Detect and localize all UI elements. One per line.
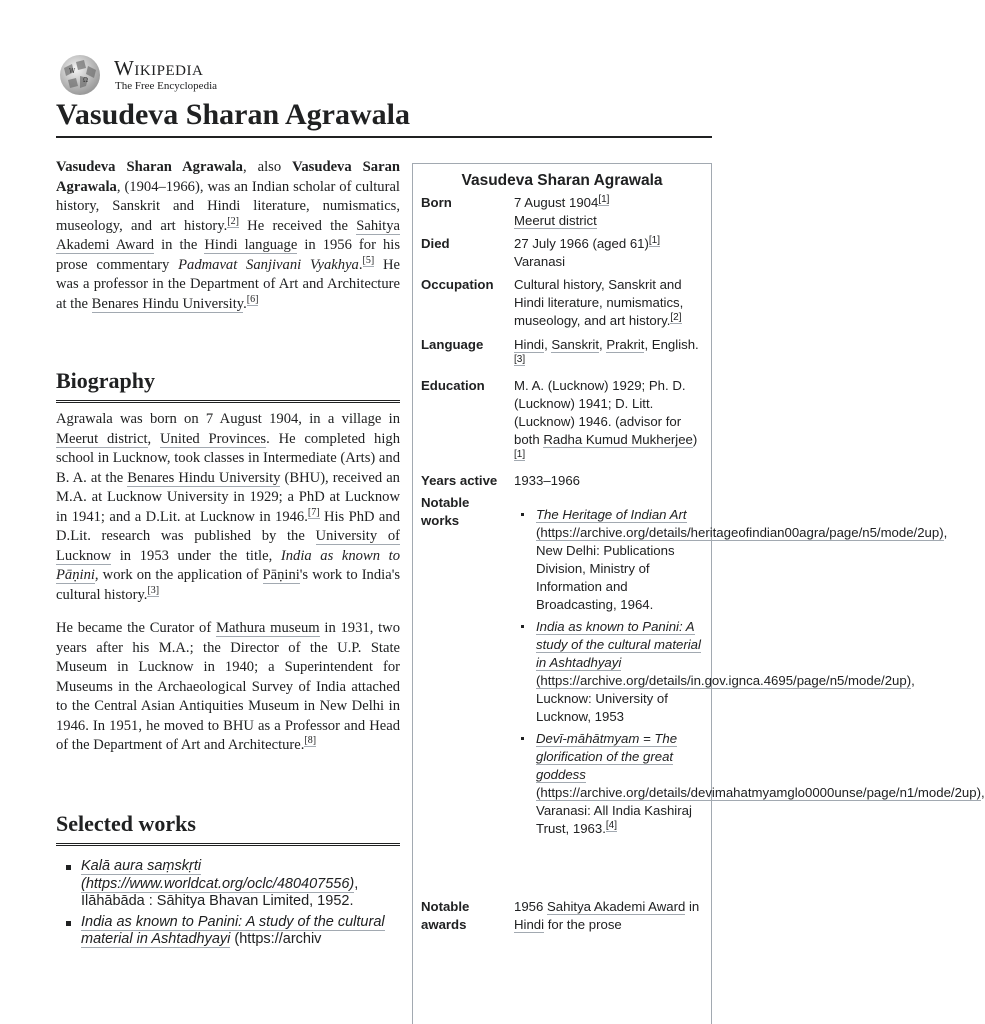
text: , — [544, 337, 552, 352]
list-item — [56, 914, 400, 949]
biography-heading: Biography — [56, 368, 400, 403]
text: , also — [242, 159, 293, 175]
text: , Varanasi: All India Kashiraj Trust, 1963. — [536, 785, 985, 836]
text: , work on the application of — [94, 567, 263, 583]
infobox-label: Occupation — [421, 277, 494, 292]
link-hindi[interactable]: Hindi — [514, 917, 545, 932]
wikipedia-tagline: The Free Encyclopedia — [115, 80, 218, 92]
infobox — [412, 163, 985, 1024]
reference-link[interactable]: [4] — [605, 819, 618, 831]
text: . — [358, 256, 363, 273]
reference-link[interactable]: [1] — [648, 234, 661, 246]
infobox-value — [514, 898, 706, 934]
text: 's work to India's cultural history. — [56, 567, 400, 603]
subject-name: Vasudeva Sharan Agrawala — [56, 159, 243, 175]
link-sahitya-akademi-award[interactable]: Sahitya Akademi Award — [56, 217, 400, 253]
selected-works-list — [56, 858, 400, 952]
link-university-of-lucknow[interactable]: University of Lucknow — [56, 528, 400, 564]
list-item — [514, 618, 915, 726]
work-link[interactable]: The Heritage of Indian Art — [536, 507, 687, 522]
svg-text:W: W — [69, 68, 76, 75]
infobox-label: Died — [421, 236, 450, 251]
text: M. A. (Lucknow) 1929; Ph. D. (Lucknow) 1941; D. Litt. (Lucknow) 1946. (advisor for both — [514, 378, 686, 447]
work-url-link[interactable]: (https://archive.org/details/in.gov.ignca.4695/page/n5/mode/2up) — [536, 673, 912, 688]
link-hindi-language[interactable]: Hindi language — [204, 237, 298, 253]
infobox-value — [514, 276, 706, 330]
infobox-label: Notable works — [421, 495, 470, 528]
work-url-link[interactable]: (https://archive.org/details/heritageofindian00agra/page/n5/mode/2up) — [536, 525, 944, 540]
text: His PhD and D.Lit. research was published by the — [56, 508, 400, 544]
link-prakrit[interactable]: Prakrit — [606, 337, 645, 352]
work-link[interactable]: India as known to Panini: A study of the cultural material in Ashtadhyayi — [536, 619, 701, 670]
text: in — [685, 899, 700, 914]
biography-section — [56, 410, 400, 770]
text: in 1956 for his prose commentary — [56, 237, 400, 273]
infobox-label: Years active — [421, 473, 498, 488]
text: for the prose — [544, 917, 622, 932]
text: 7 August 1904 — [514, 195, 599, 210]
biography-paragraph-1 — [56, 410, 400, 605]
infobox-value — [514, 194, 706, 230]
reference-link[interactable]: [2] — [670, 311, 682, 323]
work-link[interactable]: India as known to Panini: A study of the cultural material in Ashtadhyayi — [81, 913, 385, 947]
alt-name: Vasudeva Saran Agrawala — [56, 159, 400, 195]
text: (https://archiv — [230, 931, 322, 947]
reference-link[interactable]: [7] — [307, 506, 320, 518]
infobox-label: Education — [421, 378, 485, 393]
infobox-value — [514, 235, 706, 271]
text: , (1904–1966), was an Indian scholar of cultural history, Sanskrit and Hindi literature, numismatics, museology, and art history. — [56, 178, 400, 234]
text: (BHU), received an M.A. at Lucknow University in 1929; a PhD at Lucknow in 1941; and a D.Lit. at Lucknow in 1946. — [56, 469, 400, 525]
svg-text:Ω: Ω — [83, 77, 88, 84]
link-hindi[interactable]: Hindi — [514, 337, 545, 352]
text: ) — [692, 432, 698, 447]
infobox-value — [514, 336, 706, 372]
infobox-title: Vasudeva Sharan Agrawala — [461, 172, 663, 189]
selected-works-heading: Selected works — [56, 811, 400, 846]
list-item — [514, 730, 985, 838]
work-title: Padmavat Sanjivani Vyakhya — [178, 256, 359, 273]
infobox-label: Born — [421, 195, 452, 210]
text: in 1953 under the title, — [111, 547, 281, 564]
intro-paragraph — [56, 158, 400, 328]
text: He became the Curator of — [56, 620, 216, 636]
wikipedia-header — [56, 52, 656, 96]
text: , — [644, 337, 652, 352]
link-sahitya-akademi-award[interactable]: Sahitya Akademi Award — [547, 899, 686, 914]
text: , Lucknow: University of Lucknow, 1953 — [536, 673, 915, 724]
reference-link[interactable]: [2] — [227, 215, 239, 227]
link-united-provinces[interactable]: United Provinces — [160, 430, 267, 447]
text: Agrawala was born on 7 August 1904, in a village in — [56, 411, 400, 427]
link-meerut-district[interactable]: Meerut district — [56, 430, 148, 447]
list-item — [514, 506, 948, 614]
text: . — [243, 295, 247, 312]
link-panini[interactable]: Pāṇini — [56, 567, 95, 583]
biography-paragraph-2 — [56, 619, 400, 756]
reference-link[interactable]: [1] — [598, 193, 610, 205]
infobox-value: 1933–1966 — [514, 473, 581, 488]
text: He received the — [238, 217, 357, 234]
work-url-link[interactable]: (https://archive.org/details/devimahatmyamglo0000unse/page/n1/mode/2up) — [536, 785, 981, 800]
text: 1956 — [514, 899, 548, 914]
reference-link[interactable]: [3] — [147, 584, 160, 596]
infobox-label: Language — [421, 337, 484, 352]
work-title: India as known to — [280, 547, 400, 564]
link-radha-kumud-mukherjee[interactable]: Radha Kumud Mukherjee — [543, 432, 693, 447]
text: in the — [154, 237, 205, 253]
link-meerut-district[interactable]: Meerut district — [514, 213, 597, 228]
text: , — [147, 430, 160, 447]
reference-link[interactable]: [8] — [304, 735, 317, 747]
notable-works-list — [514, 506, 985, 838]
link-panini[interactable]: Pāṇini — [262, 567, 300, 583]
text: , New Delhi: Publications Division, Ministry of Information and Broadcasting, 1964. — [536, 525, 948, 612]
text: Cultural history, Sanskrit and Hindi literature, numismatics, museology, and art history. — [514, 277, 684, 328]
link-sanskrit[interactable]: Sanskrit — [551, 337, 600, 352]
infobox-label: Notable awards — [421, 899, 470, 932]
text: , — [599, 337, 607, 352]
text: in 1931, two years after his M.A.; the Director of the U.P. State Museum in Lucknow in 1940; a Superintendent for Museums in the Archaeological Survey of India attached to the Central Asian Antiquities Museum in New Delhi in 1946. In 1951, he moved to BHU as a Professor and Head of the Department of Art and Architecture. — [56, 620, 400, 753]
page-title: Vasudeva Sharan Agrawala — [56, 96, 712, 138]
reference-link[interactable]: [1] — [514, 448, 526, 460]
reference-link[interactable]: [3] — [514, 353, 526, 365]
text: . He completed high school in Lucknow, took classes in Intermediate (Arts) and B. A. at the — [56, 430, 400, 486]
link-benares-hindu-university[interactable]: Benares Hindu University — [91, 295, 244, 312]
wikipedia-wordmark[interactable]: Wikipedia — [114, 56, 204, 80]
text: English. — [651, 337, 699, 352]
text: He was a professor in the Department of Art and Architecture at the — [56, 256, 400, 312]
link-mathura-museum[interactable]: Mathura museum — [215, 620, 320, 636]
wikipedia-globe-logo[interactable] — [56, 54, 104, 96]
text: Varanasi — [514, 254, 566, 269]
infobox-value — [514, 506, 985, 842]
text: , Ilāhābāda : Sāhitya Bhavan Limited, 1952. — [81, 875, 359, 909]
work-link[interactable]: Kalā aura saṃskṛti (https://www.worldcat.org/oclc/480407556) — [81, 858, 355, 892]
text: 27 July 1966 (aged 61) — [514, 236, 649, 251]
reference-link[interactable]: [6] — [246, 293, 259, 305]
reference-link[interactable]: [5] — [362, 254, 375, 266]
work-link[interactable]: Devī-māhātmyam = The glorification of the great goddess — [536, 731, 678, 782]
link-benares-hindu-university[interactable]: Benares Hindu University — [127, 469, 281, 486]
infobox-value — [514, 377, 706, 467]
list-item — [56, 858, 400, 911]
